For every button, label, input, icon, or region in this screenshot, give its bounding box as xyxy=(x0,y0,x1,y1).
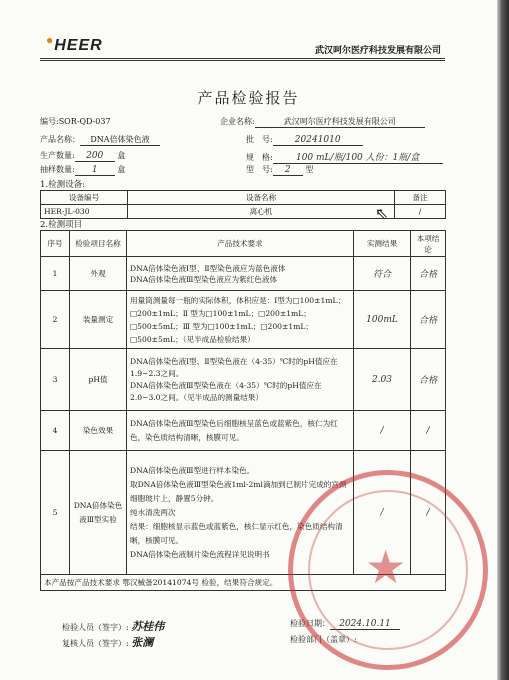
row-conclusion: / xyxy=(411,451,446,575)
row-no: 2 xyxy=(41,291,70,349)
table-row xyxy=(41,257,446,291)
row-conclusion: 合格 xyxy=(411,349,446,411)
row-requirement xyxy=(127,349,354,411)
seal-field: 检验部门（盖章）: xyxy=(290,635,357,644)
row-item: pH值 xyxy=(70,349,127,411)
row-result: / xyxy=(354,451,411,575)
requirement-line: DNA倍体染色液Ⅲ型进行样本染色。 xyxy=(130,465,255,475)
remark-cell: / xyxy=(395,205,446,219)
requirement-line: DNA倍体染色液Ⅲ型染色液应为紫红色液体 xyxy=(130,274,278,284)
row-no: 5 xyxy=(41,451,70,575)
requirement-line: DNA倍体染色液Ⅲ型染色液在（4-35）℃时的pH值应在2.0~3.0之间。（见半成品的测量结果） xyxy=(130,380,322,402)
header-company-name: 武汉呵尔医疗科技发展有限公司 xyxy=(315,46,442,56)
row-item: DNA倍体染色液Ⅲ型实验 xyxy=(70,451,127,575)
page-shadow-edge xyxy=(497,0,509,680)
equipment-name-cell: 离心机 xyxy=(128,205,395,219)
requirement-line: 结果：细胞核显示蓝色或蓝紫色，核仁显示红色，染色质结构清晰，核膜可见。 xyxy=(130,521,343,545)
seal-star-icon: ★ xyxy=(365,540,407,594)
row-item: 染色效果 xyxy=(70,411,127,451)
equipment-id-header: 设备编号 xyxy=(41,191,128,205)
requirement-line: DNA倍体染色液Ⅰ型、Ⅱ型染色液应为蓝色液体 xyxy=(130,263,286,273)
row-no: 4 xyxy=(41,411,70,451)
inspection-date-field: 检验日期： 2024.10.11 xyxy=(290,618,400,630)
row-requirement: DNA倍体染色液Ⅲ型染色后细胞核呈蓝色或蓝紫色，核仁为红色，染色质结构清晰，核膜可见。 xyxy=(127,411,354,451)
equipment-id-cell: HER-JL-030 xyxy=(41,205,128,219)
row-requirement xyxy=(127,257,354,291)
requirement-line: 纯水清洗两次 xyxy=(130,507,176,517)
col-item-header: 检验项目名称 xyxy=(70,231,127,257)
col-requirement-header: 产品技术要求 xyxy=(127,231,354,257)
spec-field: 规 格: 100 mL/瓶/100 人份：1瓶/盒 xyxy=(246,150,443,164)
table-row xyxy=(41,411,446,451)
requirement-line: DNA倍体染色液Ⅰ型、Ⅱ型染色液在（4-35）℃时的pH值应在1.9~2.3之间。 xyxy=(130,356,338,378)
row-requirement: 用量筒测量每一瓶的实际体积，体积应是：Ⅰ型为□100±1mL；□200±1mL；Ⅱ 型为□100±1mL；□200±1mL；□500±5mL；Ⅲ 型为□100±1mL；□200±1mL；□500±5mL；（见半成品检验结果） xyxy=(127,291,354,349)
row-conclusion: 合格 xyxy=(411,257,446,291)
batch-field: 批 号: 20241010 xyxy=(246,134,363,146)
requirement-line: DNA倍体染色液制片染色流程详见说明书 xyxy=(130,549,270,559)
row-item: 外观 xyxy=(70,257,127,291)
section1-title: 1.检测设备: xyxy=(40,180,85,190)
col-no-header: 序号 xyxy=(41,231,70,257)
model-field: 型 号: 2 型 xyxy=(246,165,314,175)
row-item: 装量测定 xyxy=(70,291,127,349)
col-conclusion-header: 本项结论 xyxy=(411,231,446,257)
product-name-field: 产品名称： DNA倍体染色液 xyxy=(40,134,160,146)
header-rule-2 xyxy=(40,60,445,61)
page-title: 产品检验报告 xyxy=(197,89,300,107)
row-result: 2.03 xyxy=(354,349,411,411)
remark-header: 备注 xyxy=(395,191,446,205)
row-conclusion: 合格 xyxy=(411,291,446,349)
inspector-signature: 苏桂伟 xyxy=(131,620,165,633)
requirement-line: 取DNA倍体染色液Ⅲ型染色液1ml-2ml滴加到已制片完成的宫颈细胞玻片上，静置5分钟。 xyxy=(130,479,347,503)
reviewer-field: 复核人员（签字）: 张澜 xyxy=(62,636,154,649)
table-row xyxy=(41,349,446,411)
row-no: 1 xyxy=(41,257,70,291)
row-result: / xyxy=(354,411,411,451)
row-no: 3 xyxy=(41,349,70,411)
company-logo: ●HEER xyxy=(46,33,103,54)
code-field: 编号:SOR-QD-037 xyxy=(40,117,111,126)
sample-quantity-field: 抽样数量: 1 盒 xyxy=(40,165,126,175)
col-result-header: 实测结果 xyxy=(354,231,411,257)
reviewer-signature: 张澜 xyxy=(131,636,154,649)
production-quantity-field: 生产数量: 200 盒 xyxy=(40,151,126,161)
inspector-field: 检验人员（签字）: 苏桂伟 xyxy=(62,620,165,633)
section2-title: 2.检测项目 xyxy=(40,220,83,230)
row-conclusion: / xyxy=(411,411,446,451)
equipment-name-header: 设备名称 xyxy=(128,191,395,205)
row-result: 符合 xyxy=(354,257,411,291)
table-row xyxy=(41,291,446,349)
header-rule xyxy=(40,58,445,59)
cursor-icon: ⇖ xyxy=(375,204,389,223)
row-result: 100mL xyxy=(354,291,411,349)
enterprise-field: 企业名称: 武汉呵尔医疗科技发展有限公司 xyxy=(220,116,425,128)
summary-text: 本产品按产品技术要求 鄂汉械备20141074号 检验，结果符合规定。 xyxy=(41,575,446,591)
